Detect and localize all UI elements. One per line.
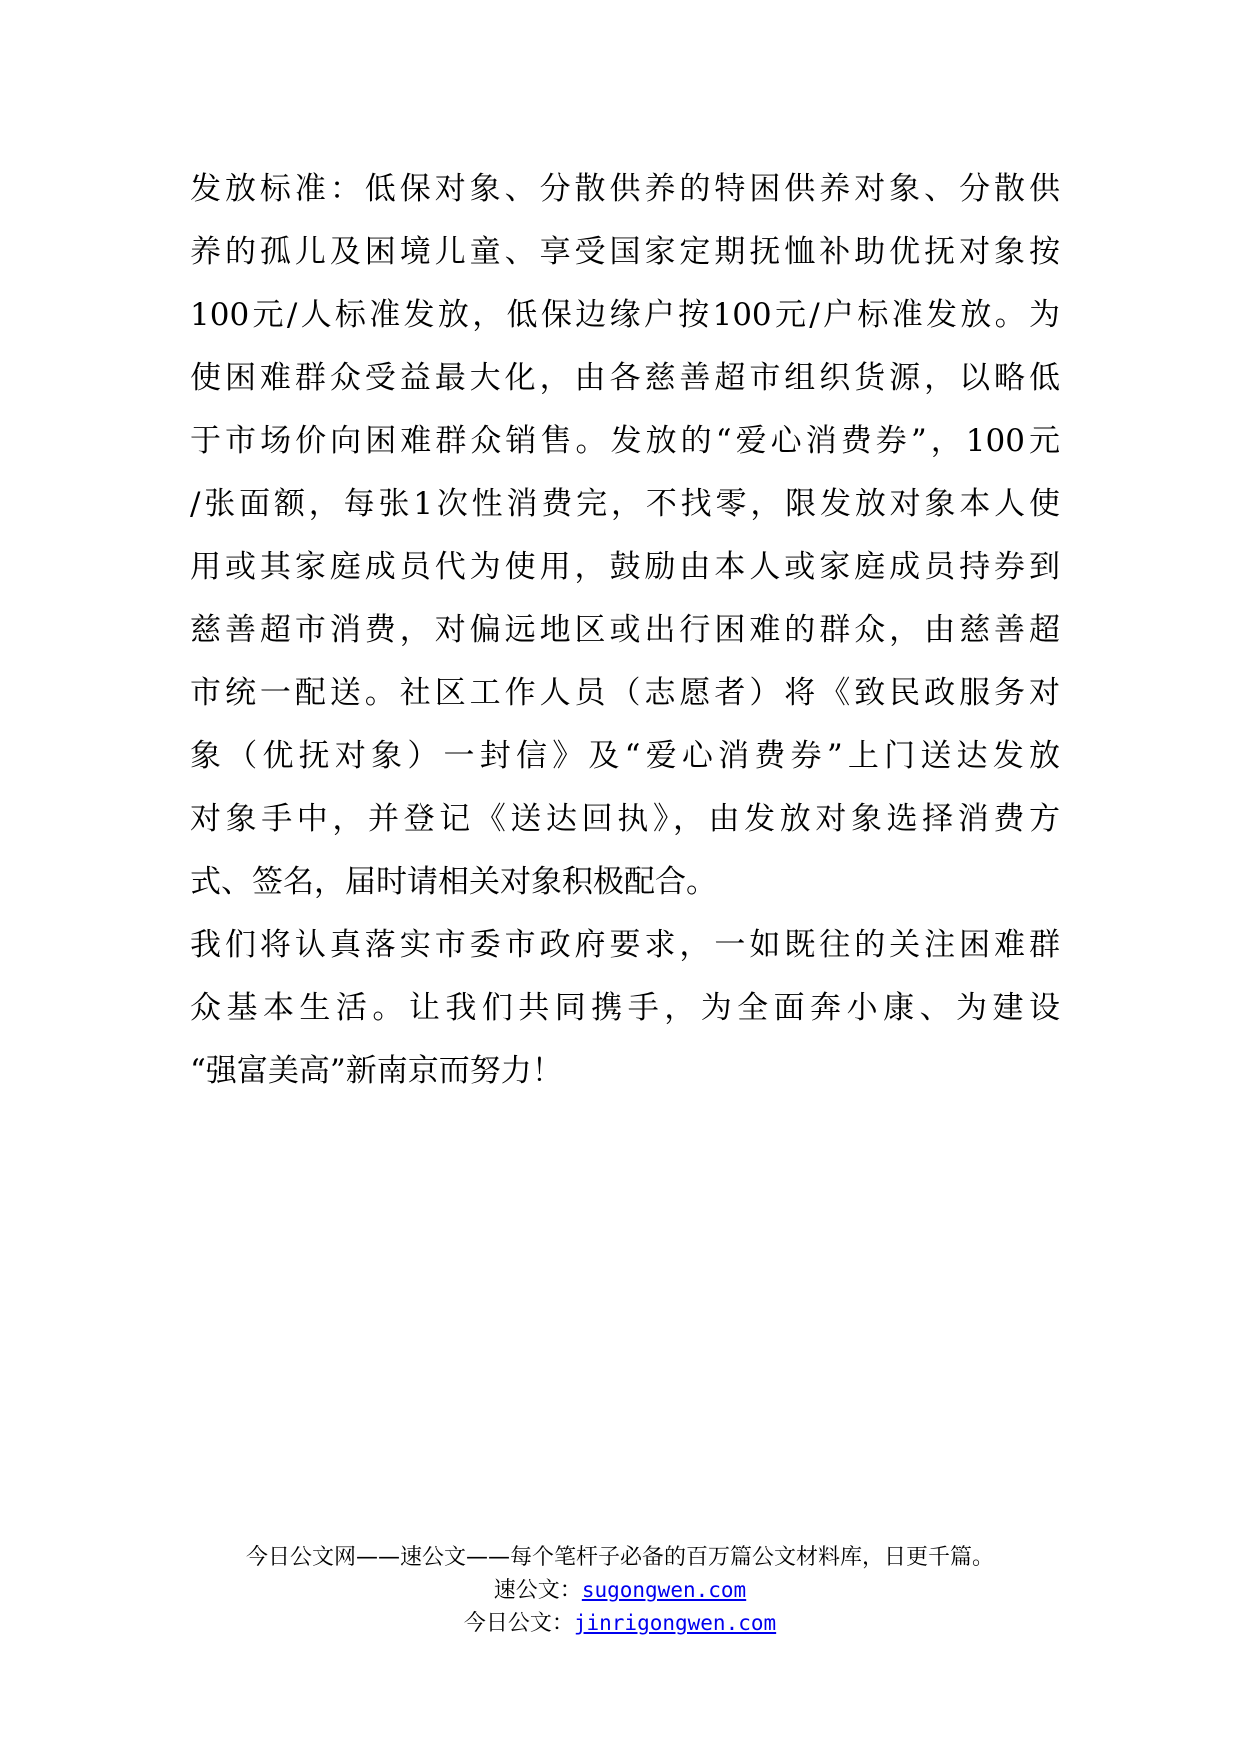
paragraph-line: 市统一配送。社区工作人员（志愿者）将《致民政服务对: [190, 675, 1060, 711]
paragraph-line: 使困难群众受益最大化，由各慈善超市组织货源，以略低: [190, 360, 1060, 396]
jinrigongwen-link[interactable]: jinrigongwen.com: [573, 1611, 777, 1635]
footer-tagline: 今日公文网——速公文——每个笔杆子必备的百万篇公文材料库，日更千篇。: [245, 1545, 994, 1570]
sugongwen-label: 速公文：: [493, 1578, 582, 1603]
footer-sugongwen-row: [0, 1574, 1240, 1607]
paragraph-line: 发放标准：低保对象、分散供养的特困供养对象、分散供: [190, 171, 1060, 207]
paragraph-line: 养的孤儿及困境儿童、享受国家定期抚恤补助优抚对象按: [190, 234, 1060, 270]
sugongwen-link[interactable]: sugongwen.com: [581, 1578, 747, 1602]
paragraph-line: 100元/人标准发放，低保边缘户按100元/户标准发放。为: [190, 297, 1060, 333]
paragraph-line: 对象手中，并登记《送达回执》，由发放对象选择消费方: [190, 801, 1060, 837]
paragraph-line: 于市场价向困难群众销售。发放的“爱心消费券”，100元: [190, 423, 1060, 459]
jinrigongwen-label: 今日公文：: [463, 1611, 574, 1636]
body-text: [190, 158, 1060, 1103]
paragraph-line: 我们将认真落实市委市政府要求，一如既往的关注困难群: [190, 927, 1060, 963]
footer-jinrigongwen-row: [0, 1607, 1240, 1640]
paragraph-line: 慈善超市消费，对偏远地区或出行困难的群众，由慈善超: [190, 612, 1060, 648]
paragraph-line: 用或其家庭成员代为使用，鼓励由本人或家庭成员持券到: [190, 549, 1060, 585]
paragraph-line: 众基本生活。让我们共同携手，为全面奔小康、为建设: [190, 990, 1060, 1026]
paragraph-line: “强富美高”新南京而努力！: [190, 1053, 563, 1089]
paragraph-line: 式、签名，届时请相关对象积极配合。: [190, 864, 717, 900]
paragraph-line: 象（优抚对象）一封信》及“爱心消费券”上门送达发放: [190, 738, 1060, 774]
footer: [0, 1542, 1240, 1640]
paragraph-line: /张面额，每张1次性消费完，不找零，限发放对象本人使: [190, 486, 1060, 522]
